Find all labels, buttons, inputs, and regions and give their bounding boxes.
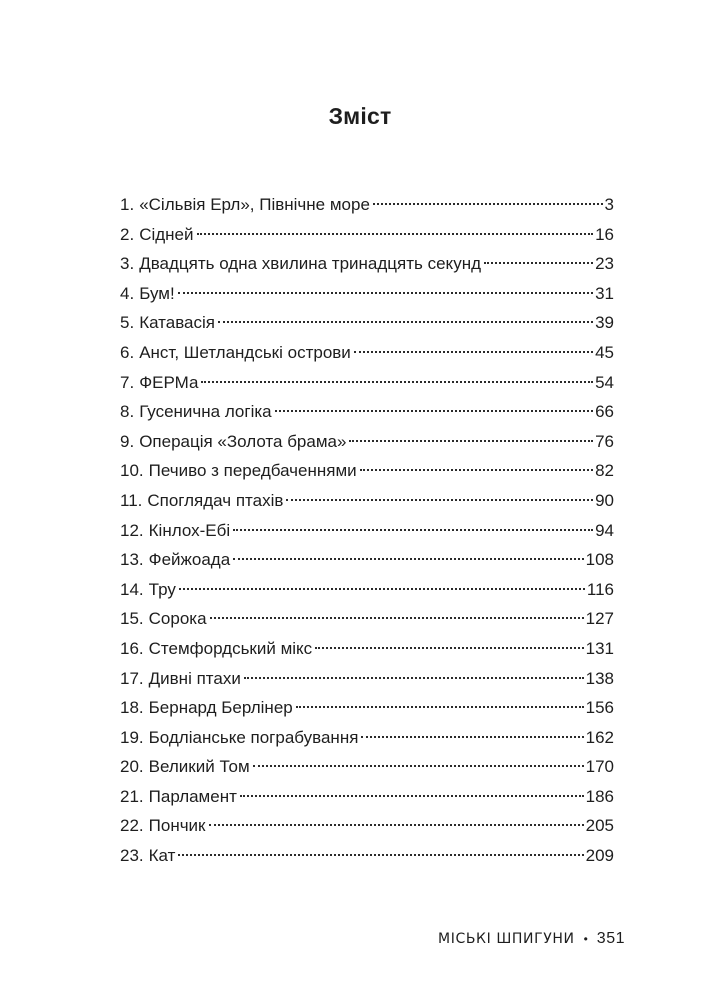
toc-entry-number: 21. — [120, 786, 144, 806]
dot-leader — [210, 617, 584, 619]
dot-leader — [360, 469, 593, 471]
toc-entry-title: Кат — [148, 846, 176, 866]
dot-leader — [178, 854, 583, 856]
toc-entry-title: Тру — [148, 579, 176, 599]
toc-entry-page: 205 — [585, 816, 614, 836]
toc-entry-title: Дивні птахи — [148, 668, 241, 688]
toc-entry-page: 116 — [586, 579, 614, 599]
footer-separator: • — [583, 932, 588, 946]
toc-entry-number: 3. — [120, 254, 135, 274]
toc-entry-page: 3 — [604, 195, 614, 214]
dot-leader — [315, 647, 583, 649]
dot-leader — [373, 203, 603, 205]
toc-entry — [120, 249, 614, 279]
toc-entry-number: 23. — [120, 846, 144, 866]
toc-entry — [120, 279, 614, 309]
toc-entry-number: 4. — [120, 283, 135, 303]
toc-entry-title: Печиво з передбаченнями — [148, 461, 357, 481]
toc-entry — [120, 604, 614, 634]
toc-entry-page: 162 — [585, 727, 614, 747]
table-of-contents — [120, 190, 614, 871]
toc-entry — [120, 427, 614, 457]
toc-entry — [120, 516, 614, 546]
dot-leader — [296, 706, 584, 708]
toc-entry-title: Споглядач птахів — [147, 490, 284, 510]
toc-entry-number: 7. — [120, 372, 135, 392]
toc-entry-number: 6. — [120, 342, 135, 362]
toc-entry-number: 5. — [120, 313, 135, 333]
toc-entry-title: «Сільвія Ерл», Північне море — [139, 195, 370, 214]
toc-entry-title: Бернард Берлінер — [148, 698, 293, 718]
dot-leader — [233, 558, 583, 560]
toc-entry-number: 2. — [120, 224, 135, 244]
toc-entry-page: 209 — [585, 846, 614, 866]
toc-entry-page: 127 — [585, 609, 614, 629]
toc-entry-page: 138 — [585, 668, 614, 688]
toc-entry-title: ФЕРМа — [139, 372, 199, 392]
toc-entry-number: 18. — [120, 698, 144, 718]
toc-entry-title: Анст, Шетландські острови — [139, 342, 351, 362]
toc-entry-page: 54 — [595, 372, 614, 392]
toc-entry-page: 45 — [595, 342, 614, 362]
toc-entry-page: 31 — [595, 283, 614, 303]
toc-entry — [120, 664, 614, 694]
toc-entry-page: 170 — [585, 757, 614, 777]
toc-entry-page: 82 — [595, 461, 614, 481]
toc-entry-page: 131 — [585, 638, 614, 658]
toc-entry — [120, 338, 614, 368]
running-footer — [438, 930, 625, 948]
dot-leader — [361, 736, 583, 738]
toc-entry — [120, 575, 614, 605]
dot-leader — [253, 765, 584, 767]
toc-entry-number: 20. — [120, 757, 144, 777]
toc-entry — [120, 456, 614, 486]
toc-entry — [120, 841, 614, 871]
toc-entry-number: 14. — [120, 579, 144, 599]
toc-entry — [120, 545, 614, 575]
running-title: МІСЬКІ ШПИГУНИ — [438, 931, 575, 947]
toc-entry — [120, 308, 614, 338]
dot-leader — [197, 233, 594, 235]
dot-leader — [244, 677, 584, 679]
dot-leader — [240, 795, 584, 797]
page-number: 351 — [596, 930, 625, 947]
toc-entry — [120, 368, 614, 398]
toc-entry-number: 12. — [120, 520, 144, 540]
toc-entry — [120, 811, 614, 841]
toc-entry-title: Великий Том — [148, 757, 250, 777]
toc-entry-number: 16. — [120, 638, 144, 658]
toc-entry-page: 39 — [595, 313, 614, 333]
toc-entry-title: Сорока — [148, 609, 207, 629]
toc-entry-number: 10. — [120, 461, 144, 481]
toc-entry-title: Кінлох-Ебі — [148, 520, 231, 540]
toc-entry — [120, 693, 614, 723]
toc-entry-title: Пончик — [148, 816, 206, 836]
toc-entry-title: Стемфордський мікс — [148, 638, 313, 658]
toc-entry-number: 9. — [120, 431, 135, 451]
dot-leader — [209, 824, 584, 826]
toc-entry-page: 16 — [595, 224, 614, 244]
toc-entry-number: 13. — [120, 550, 144, 570]
dot-leader — [178, 292, 593, 294]
toc-entry-title: Сідней — [139, 224, 194, 244]
toc-entry-page: 108 — [585, 550, 614, 570]
toc-entry-title: Парламент — [148, 786, 237, 806]
toc-entry-title: Бодліанське пограбування — [148, 727, 359, 747]
toc-entry — [120, 190, 614, 220]
dot-leader — [275, 410, 593, 412]
dot-leader — [179, 588, 585, 590]
toc-entry-number: 11. — [120, 490, 143, 510]
toc-entry-number: 19. — [120, 727, 144, 747]
dot-leader — [484, 262, 593, 264]
dot-leader — [349, 440, 593, 442]
toc-entry-title: Катавасія — [139, 313, 215, 333]
toc-entry-page: 156 — [585, 698, 614, 718]
dot-leader — [286, 499, 593, 501]
toc-entry — [120, 220, 614, 250]
toc-entry-page: 76 — [595, 431, 614, 451]
page-title: Зміст — [328, 103, 392, 130]
dot-leader — [218, 321, 593, 323]
toc-entry — [120, 782, 614, 812]
toc-entry-number: 8. — [120, 402, 135, 422]
toc-entry-title: Двадцять одна хвилина тринадцять секунд — [139, 254, 481, 274]
toc-entry-number: 17. — [120, 668, 144, 688]
toc-entry-page: 23 — [595, 254, 614, 274]
toc-entry — [120, 634, 614, 664]
toc-entry — [120, 752, 614, 782]
toc-entry-page: 90 — [595, 490, 614, 510]
dot-leader — [354, 351, 593, 353]
toc-entry-page: 94 — [595, 520, 614, 540]
toc-entry-title: Гусенична логіка — [139, 402, 272, 422]
toc-entry-title: Операція «Золота брама» — [139, 431, 347, 451]
toc-entry-page: 186 — [585, 786, 614, 806]
toc-entry-title: Фейжоада — [148, 550, 231, 570]
toc-entry-number: 22. — [120, 816, 144, 836]
toc-entry-title: Бум! — [139, 283, 175, 303]
toc-entry-page: 66 — [595, 402, 614, 422]
dot-leader — [233, 529, 593, 531]
dot-leader — [201, 381, 593, 383]
toc-entry — [120, 397, 614, 427]
toc-entry — [120, 723, 614, 753]
toc-entry-number: 15. — [120, 609, 144, 629]
toc-entry-number: 1. — [120, 195, 135, 214]
toc-entry — [120, 486, 614, 516]
